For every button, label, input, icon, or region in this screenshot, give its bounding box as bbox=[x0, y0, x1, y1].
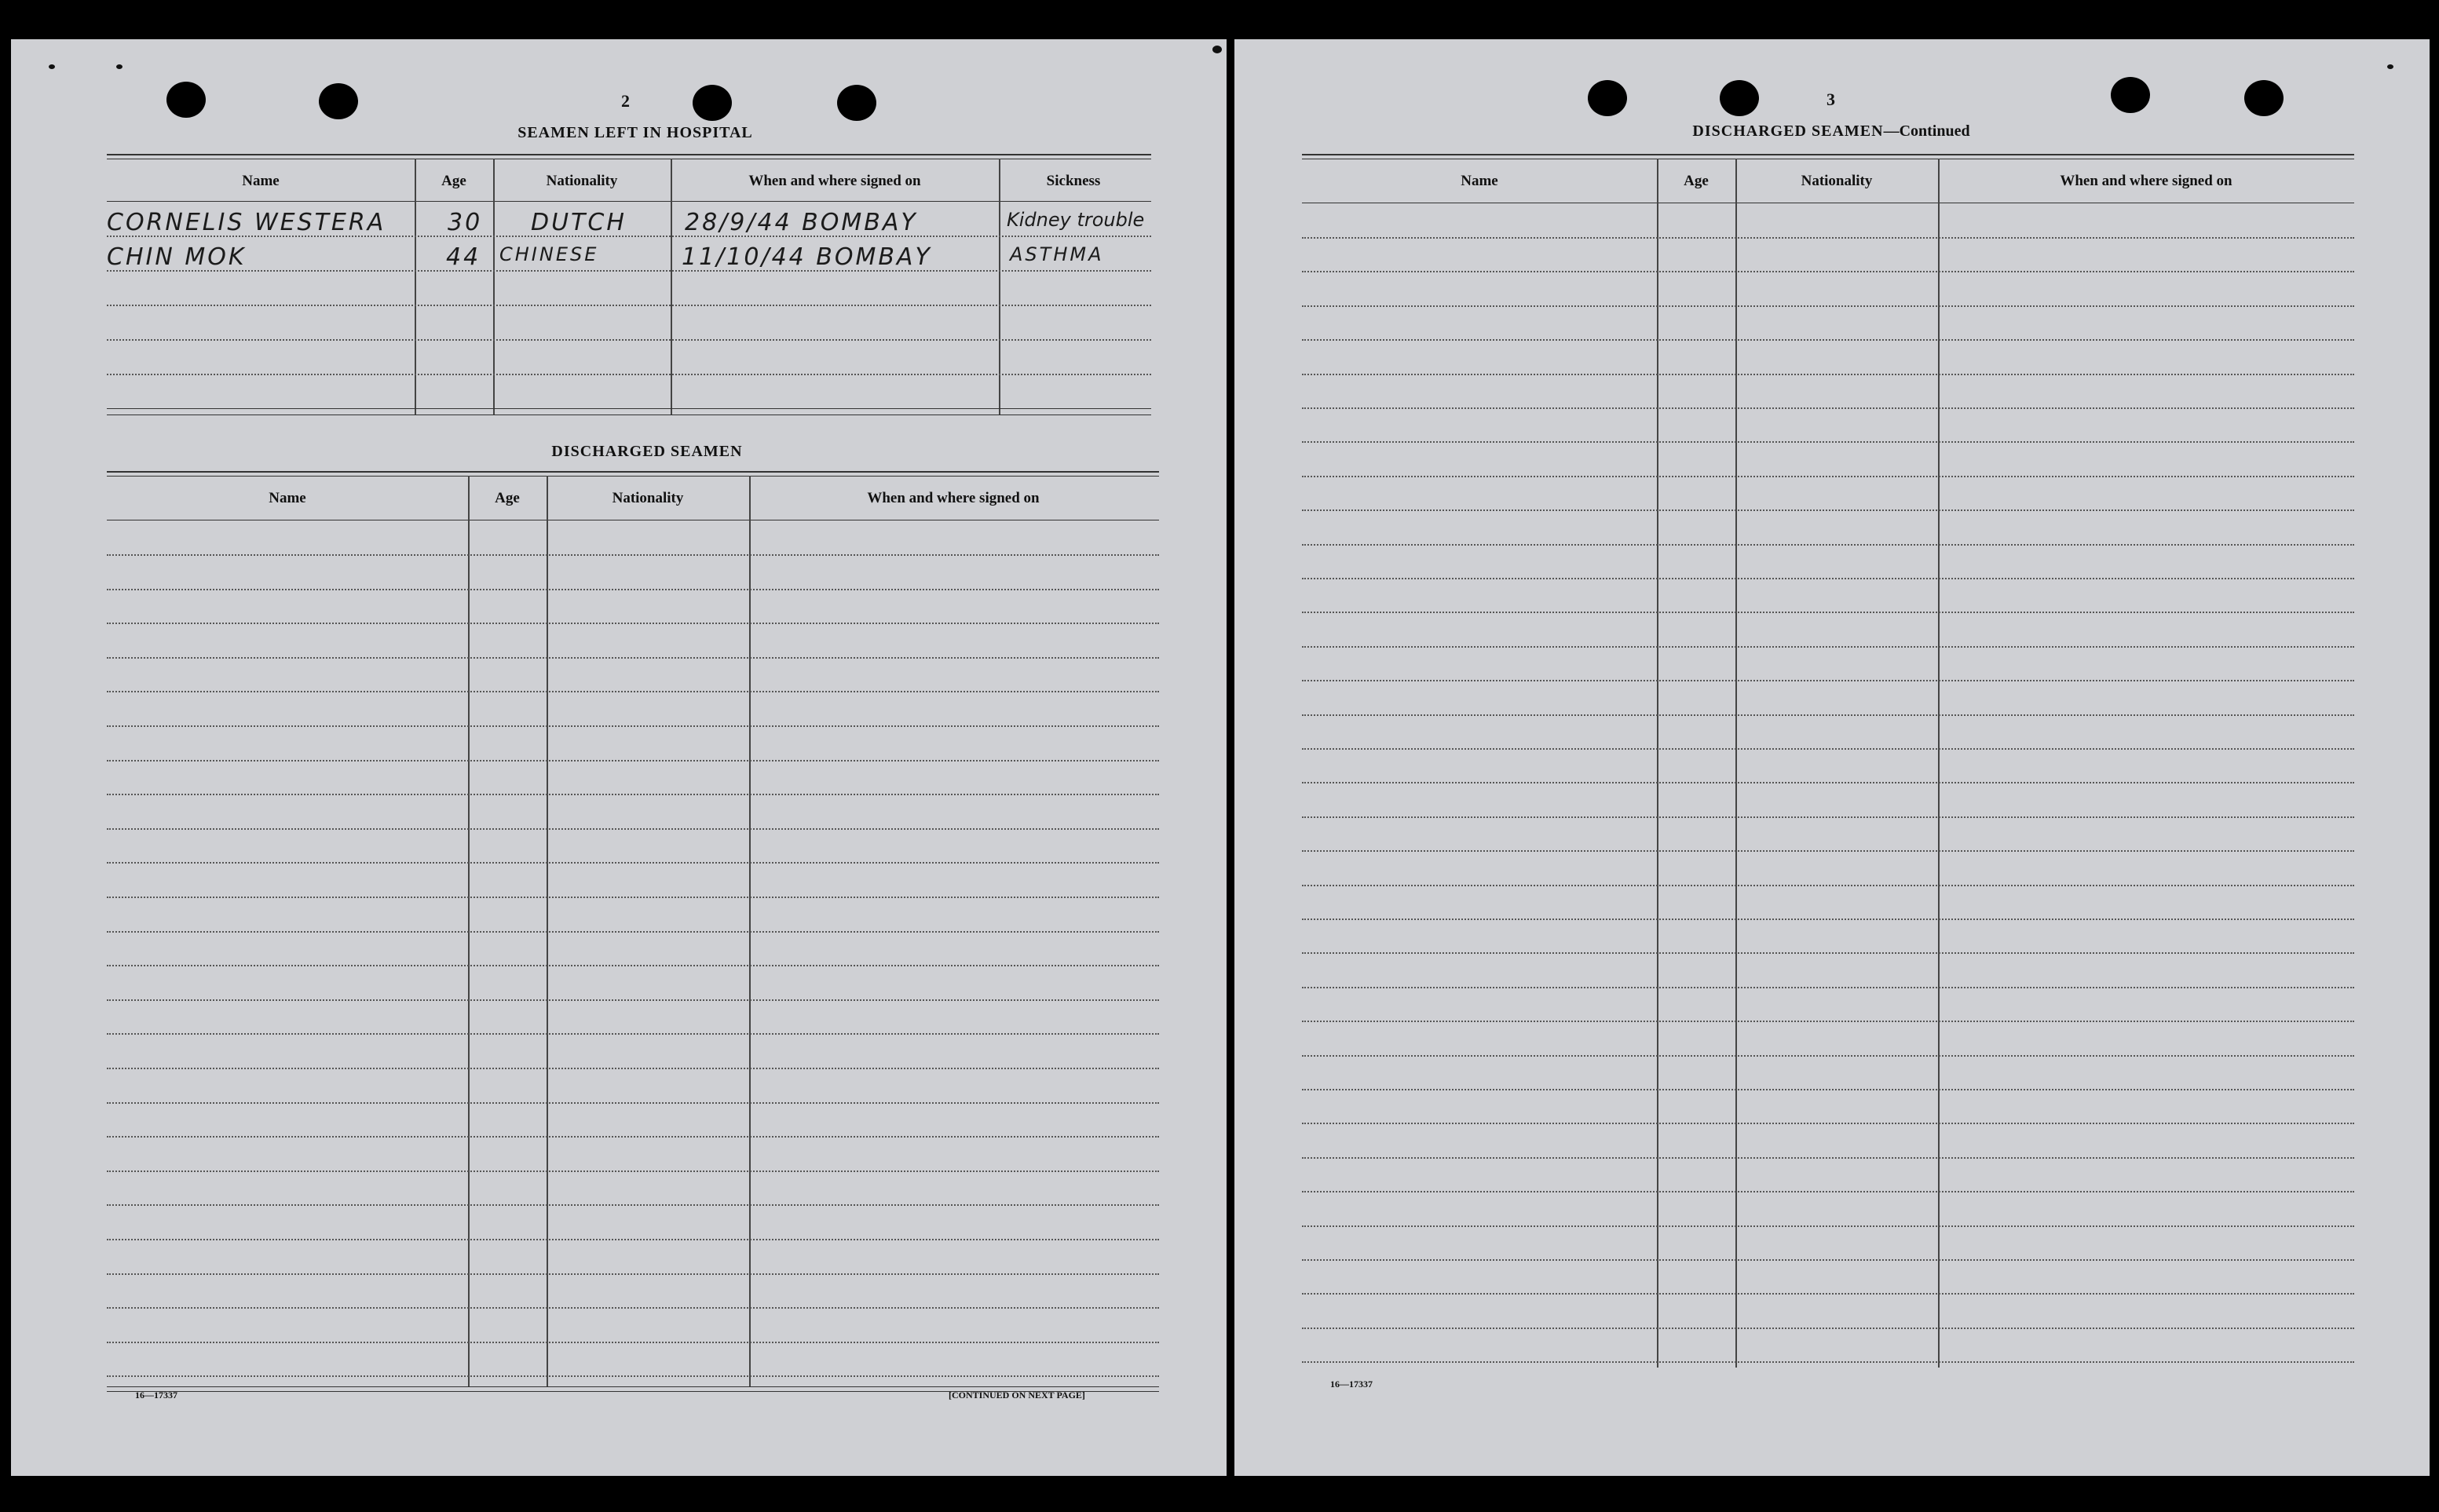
ruled-line bbox=[107, 589, 1159, 590]
col-age: Age bbox=[1684, 173, 1709, 189]
ruled-line bbox=[107, 1068, 1159, 1069]
discharged-continued-table bbox=[1302, 154, 2354, 1426]
ruled-line bbox=[1302, 578, 2354, 579]
discharged-continued-title bbox=[1611, 122, 2051, 141]
col-signed-on: When and where signed on bbox=[867, 490, 1040, 506]
ruled-line bbox=[1302, 441, 2354, 443]
title-suffix: —Continued bbox=[1883, 122, 1970, 140]
ruled-line bbox=[1302, 885, 2354, 886]
discharged-table bbox=[107, 471, 1159, 1430]
col-nationality: Nationality bbox=[612, 490, 684, 506]
ruled-line bbox=[1302, 1259, 2354, 1261]
ruled-line bbox=[1302, 816, 2354, 818]
ruled-line bbox=[107, 828, 1159, 830]
ruled-line bbox=[107, 1136, 1159, 1138]
col-name: Name bbox=[269, 490, 306, 506]
title-text: DISCHARGED SEAMEN bbox=[1692, 122, 1884, 140]
ruled-line bbox=[1302, 919, 2354, 920]
ruled-line bbox=[1302, 237, 2354, 239]
ruled-line bbox=[1302, 1055, 2354, 1057]
ruled-line bbox=[1302, 407, 2354, 409]
ruled-line bbox=[107, 999, 1159, 1001]
ruled-line bbox=[107, 725, 1159, 727]
ruled-line bbox=[107, 1307, 1159, 1309]
ruled-line bbox=[1302, 714, 2354, 716]
ruled-line bbox=[1302, 850, 2354, 852]
ruled-line bbox=[107, 1342, 1159, 1343]
ruled-line bbox=[107, 760, 1159, 761]
ruled-line bbox=[1302, 1361, 2354, 1363]
hospital-row-2-sickness: ASTHMA bbox=[1010, 243, 1104, 265]
punch-hole bbox=[166, 82, 206, 118]
col-nationality: Nationality bbox=[546, 173, 618, 189]
scan-speck bbox=[116, 64, 122, 69]
punch-hole bbox=[2244, 80, 2284, 116]
ruled-line bbox=[1302, 1328, 2354, 1329]
punch-hole bbox=[319, 83, 358, 119]
form-code: 16—17337 bbox=[1330, 1379, 1373, 1390]
ruled-line bbox=[107, 1375, 1159, 1377]
ruled-line bbox=[1302, 1225, 2354, 1227]
discharged-section-title: DISCHARGED SEAMEN bbox=[551, 443, 743, 460]
ruled-line bbox=[107, 897, 1159, 898]
col-age: Age bbox=[495, 490, 520, 506]
ruled-line bbox=[1302, 1089, 2354, 1090]
ruled-line bbox=[107, 657, 1159, 659]
ruled-line bbox=[1302, 748, 2354, 750]
hospital-row-1-signed-on: 28/9/44 BOMBAY bbox=[685, 209, 918, 236]
right-page bbox=[1234, 39, 2430, 1476]
ruled-line bbox=[1302, 646, 2354, 648]
ruled-line bbox=[1302, 374, 2354, 375]
hospital-row-1-age: 30 bbox=[448, 209, 483, 236]
ruled-line bbox=[1302, 1293, 2354, 1295]
ruled-line bbox=[1302, 680, 2354, 681]
scan-speck bbox=[1212, 46, 1222, 53]
scan-speck bbox=[49, 64, 55, 69]
ruled-line bbox=[107, 1239, 1159, 1240]
col-name: Name bbox=[1461, 173, 1498, 189]
col-sickness: Sickness bbox=[1046, 173, 1101, 189]
hospital-table bbox=[107, 154, 1151, 460]
hospital-row-2-name: CHIN MOK bbox=[107, 243, 247, 271]
ruled-line bbox=[107, 862, 1159, 864]
ruled-line bbox=[107, 931, 1159, 933]
ruled-line bbox=[107, 1273, 1159, 1275]
punch-hole bbox=[2111, 77, 2150, 113]
ruled-line bbox=[1302, 612, 2354, 613]
page-number: 3 bbox=[1827, 89, 1835, 109]
ruled-line bbox=[1302, 476, 2354, 477]
ruled-line bbox=[1302, 544, 2354, 546]
punch-hole bbox=[1588, 80, 1627, 116]
ruled-line bbox=[107, 794, 1159, 795]
form-code: 16—17337 bbox=[135, 1390, 177, 1401]
punch-hole bbox=[693, 85, 732, 121]
ruled-line bbox=[1302, 1157, 2354, 1159]
ruled-line bbox=[1302, 1021, 2354, 1022]
scan-speck bbox=[2387, 64, 2393, 69]
ruled-line bbox=[107, 623, 1159, 624]
ruled-line bbox=[107, 965, 1159, 966]
col-nationality: Nationality bbox=[1801, 173, 1873, 189]
punch-hole bbox=[1720, 80, 1759, 116]
punch-hole bbox=[837, 85, 876, 121]
ruled-line bbox=[1302, 987, 2354, 988]
ruled-line bbox=[107, 691, 1159, 692]
hospital-row-2-nationality: CHINESE bbox=[499, 243, 599, 265]
hospital-row-1-nationality: DUTCH bbox=[531, 209, 627, 236]
ruled-line bbox=[107, 1102, 1159, 1104]
col-signed-on: When and where signed on bbox=[748, 173, 921, 189]
ruled-line bbox=[1302, 509, 2354, 511]
col-name: Name bbox=[242, 173, 280, 189]
ruled-line bbox=[1302, 339, 2354, 341]
hospital-row-1-name: CORNELIS WESTERA bbox=[107, 209, 386, 236]
hospital-row-1-sickness: Kidney trouble bbox=[1007, 209, 1145, 231]
ruled-line bbox=[107, 1171, 1159, 1172]
col-age: Age bbox=[441, 173, 466, 189]
left-page bbox=[11, 39, 1227, 1476]
ruled-line bbox=[107, 1204, 1159, 1206]
ruled-line bbox=[1302, 952, 2354, 954]
ruled-line bbox=[1302, 782, 2354, 783]
ruled-line bbox=[1302, 271, 2354, 272]
hospital-section-title: SEAMEN LEFT IN HOSPITAL bbox=[517, 124, 753, 141]
hospital-row-2-signed-on: 11/10/44 BOMBAY bbox=[682, 243, 932, 271]
ruled-line bbox=[1302, 1123, 2354, 1124]
continued-note: [CONTINUED ON NEXT PAGE] bbox=[949, 1390, 1085, 1401]
col-signed-on: When and where signed on bbox=[2060, 173, 2232, 189]
ruled-line bbox=[107, 554, 1159, 556]
page-number: 2 bbox=[621, 91, 630, 111]
ruled-line bbox=[1302, 305, 2354, 307]
ruled-line bbox=[1302, 1191, 2354, 1192]
hospital-row-2-age: 44 bbox=[446, 243, 481, 271]
ruled-line bbox=[107, 1033, 1159, 1035]
